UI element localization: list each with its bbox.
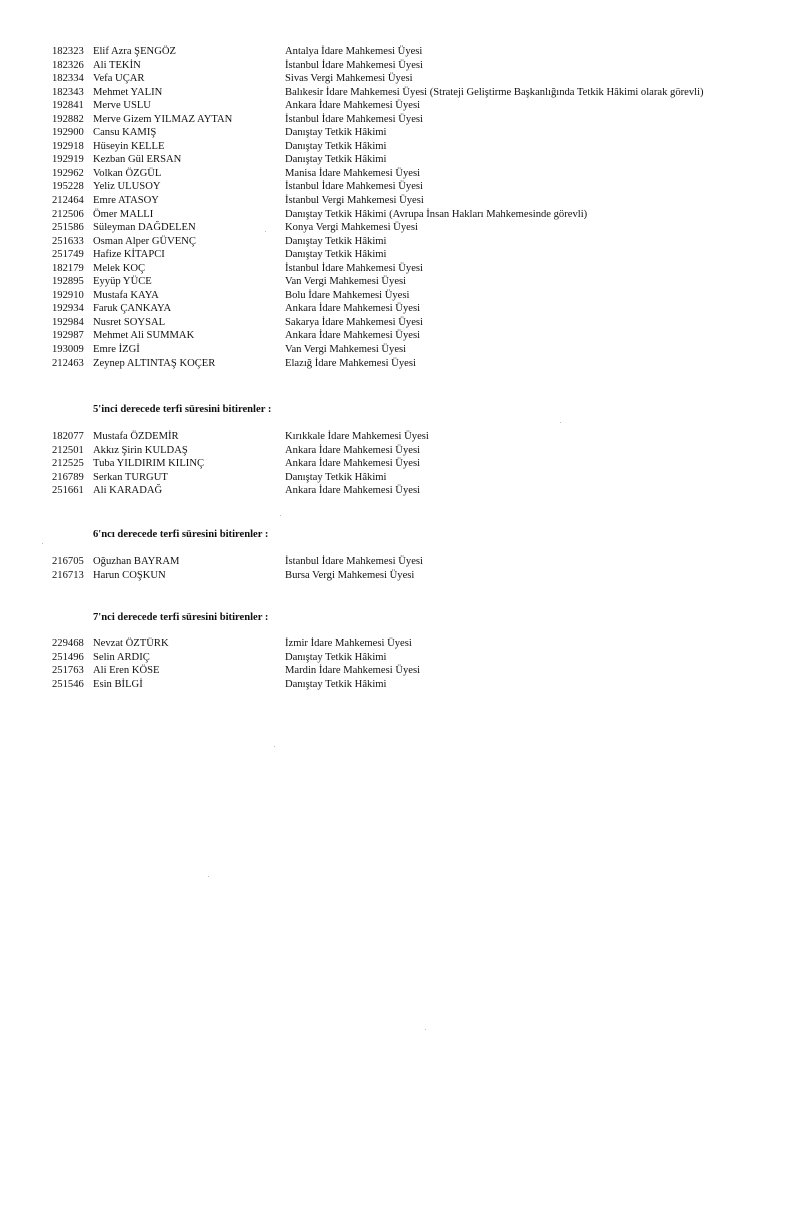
sicil-number: 192918 xyxy=(52,140,84,152)
person-name: Oğuzhan BAYRAM xyxy=(93,556,180,567)
sicil-number: 182179 xyxy=(52,262,84,274)
list-item xyxy=(0,664,798,678)
position-title: İstanbul İdare Mahkemesi Üyesi xyxy=(285,262,423,274)
list-item xyxy=(0,357,798,371)
person-name: Merve USLU xyxy=(93,100,151,112)
person-name: Emre ATASOY xyxy=(93,195,159,207)
person-name: Mustafa KAYA xyxy=(93,289,159,301)
list-item xyxy=(0,59,798,73)
position-title: İstanbul İdare Mahkemesi Üyesi xyxy=(285,181,423,193)
person-name: Ömer MALLI xyxy=(93,208,154,220)
list-item xyxy=(0,153,798,167)
sicil-number: 251749 xyxy=(52,249,84,261)
sicil-number: 216713 xyxy=(52,569,84,581)
list-item xyxy=(0,167,798,181)
person-name: Selin ARDIÇ xyxy=(93,651,150,663)
sicil-number: 182343 xyxy=(52,86,84,98)
sicil-number: 216789 xyxy=(52,471,84,483)
person-name: Esin BİLGİ xyxy=(93,678,143,690)
list-block-7 xyxy=(0,637,798,691)
list-item xyxy=(0,343,798,357)
list-item xyxy=(0,262,798,276)
position-title: Danıştay Tetkik Hâkimi xyxy=(285,678,387,690)
person-name: Ali KARADAĞ xyxy=(93,485,163,497)
list-item xyxy=(0,569,798,583)
person-name: Osman Alper GÜVENÇ xyxy=(93,235,196,247)
position-title: Bursa Vergi Mahkemesi Üyesi xyxy=(285,569,415,581)
list-item xyxy=(0,316,798,330)
sicil-number: 182077 xyxy=(52,431,84,442)
sicil-number: 251763 xyxy=(52,665,84,677)
list-item xyxy=(0,289,798,303)
person-name: Süleyman DAĞDELEN xyxy=(93,222,196,234)
sicil-number: 192934 xyxy=(52,303,84,315)
sicil-number: 251586 xyxy=(52,222,84,234)
list-block-6 xyxy=(0,555,798,582)
position-title: Danıştay Tetkik Hâkimi xyxy=(285,471,387,483)
list-block-main xyxy=(0,45,798,370)
sicil-number: 195228 xyxy=(52,181,84,193)
sicil-number: 212463 xyxy=(52,357,84,369)
sicil-number: 251546 xyxy=(52,678,84,690)
position-title: Ankara İdare Mahkemesi Üyesi xyxy=(285,444,421,456)
position-title: Elazığ İdare Mahkemesi Üyesi xyxy=(285,357,416,369)
scan-speck xyxy=(42,543,43,544)
person-name: Harun COŞKUN xyxy=(93,569,166,581)
position-title: Antalya İdare Mahkemesi Üyesi xyxy=(285,46,423,57)
list-item xyxy=(0,457,798,471)
list-item xyxy=(0,45,798,59)
list-item xyxy=(0,194,798,208)
sicil-number: 212506 xyxy=(52,208,84,220)
section-heading-5: 5'inci derecede terfi süresini bitirenler : xyxy=(93,404,272,415)
scan-speck xyxy=(265,231,266,232)
list-item xyxy=(0,221,798,235)
sicil-number: 192882 xyxy=(52,113,84,125)
person-name: Hüseyin KELLE xyxy=(93,140,165,152)
sicil-number: 192910 xyxy=(52,289,84,301)
list-item xyxy=(0,208,798,222)
sicil-number: 229468 xyxy=(52,638,84,649)
person-name: Nevzat ÖZTÜRK xyxy=(93,638,169,649)
sicil-number: 192841 xyxy=(52,100,84,112)
scan-speck xyxy=(274,746,275,747)
section-heading-6: 6'ncı derecede terfi süresini bitirenler : xyxy=(93,529,269,540)
list-item xyxy=(0,471,798,485)
position-title: Van Vergi Mahkemesi Üyesi xyxy=(285,344,407,356)
position-title: Van Vergi Mahkemesi Üyesi xyxy=(285,276,407,288)
person-name: Cansu KAMIŞ xyxy=(93,127,157,139)
sicil-number: 192919 xyxy=(52,154,84,166)
person-name: Mustafa ÖZDEMİR xyxy=(93,431,179,442)
list-item xyxy=(0,275,798,289)
person-name: Merve Gizem YILMAZ AYTAN xyxy=(93,113,233,125)
position-title: İzmir İdare Mahkemesi Üyesi xyxy=(285,638,412,649)
list-item xyxy=(0,99,798,113)
sicil-number: 192984 xyxy=(52,316,84,328)
position-title: Balıkesir İdare Mahkemesi Üyesi (Strateji Geliştirme Başkanlığında Tetkik Hâkimi olarak görevli) xyxy=(285,86,704,98)
position-title: Mardin İdare Mahkemesi Üyesi xyxy=(285,665,421,677)
list-item xyxy=(0,555,798,569)
position-title: Kırıkkale İdare Mahkemesi Üyesi xyxy=(285,431,429,442)
sicil-number: 192962 xyxy=(52,167,84,179)
sicil-number: 182334 xyxy=(52,73,84,85)
sicil-number: 251496 xyxy=(52,651,84,663)
position-title: İstanbul İdare Mahkemesi Üyesi xyxy=(285,113,423,125)
sicil-number: 212525 xyxy=(52,458,84,470)
list-item xyxy=(0,113,798,127)
position-title: Ankara İdare Mahkemesi Üyesi xyxy=(285,485,421,497)
list-item xyxy=(0,140,798,154)
sicil-number: 212501 xyxy=(52,444,84,456)
list-item xyxy=(0,180,798,194)
position-title: Danıştay Tetkik Hâkimi xyxy=(285,140,387,152)
position-title: Danıştay Tetkik Hâkimi xyxy=(285,249,387,261)
position-title: Danıştay Tetkik Hâkimi xyxy=(285,651,387,663)
position-title: Ankara İdare Mahkemesi Üyesi xyxy=(285,303,421,315)
sicil-number: 192895 xyxy=(52,276,84,288)
list-item xyxy=(0,484,798,498)
position-title: Sivas Vergi Mahkemesi Üyesi xyxy=(285,73,413,85)
person-name: Elif Azra ŞENGÖZ xyxy=(93,46,176,57)
list-item xyxy=(0,235,798,249)
person-name: Eyyüp YÜCE xyxy=(93,276,152,288)
position-title: Danıştay Tetkik Hâkimi xyxy=(285,127,387,139)
sicil-number: 212464 xyxy=(52,195,84,207)
sicil-number: 216705 xyxy=(52,556,84,567)
list-item xyxy=(0,302,798,316)
sicil-number: 182326 xyxy=(52,59,84,71)
sicil-number: 251661 xyxy=(52,485,84,497)
person-name: Zeynep ALTINTAŞ KOÇER xyxy=(93,357,216,369)
person-name: Yeliz ULUSOY xyxy=(93,181,161,193)
position-title: Ankara İdare Mahkemesi Üyesi xyxy=(285,100,421,112)
position-title: Bolu İdare Mahkemesi Üyesi xyxy=(285,289,410,301)
position-title: Manisa İdare Mahkemesi Üyesi xyxy=(285,167,421,179)
position-title: Danıştay Tetkik Hâkimi xyxy=(285,154,387,166)
sicil-number: 192987 xyxy=(52,330,84,342)
sicil-number: 182323 xyxy=(52,46,84,57)
position-title: Danıştay Tetkik Hâkimi xyxy=(285,235,387,247)
scan-speck xyxy=(425,1029,426,1030)
list-item xyxy=(0,444,798,458)
position-title: İstanbul İdare Mahkemesi Üyesi xyxy=(285,59,423,71)
person-name: Vefa UÇAR xyxy=(93,73,145,85)
person-name: Nusret SOYSAL xyxy=(93,316,166,328)
person-name: Kezban Gül ERSAN xyxy=(93,154,182,166)
position-title: İstanbul Vergi Mahkemesi Üyesi xyxy=(285,195,424,207)
person-name: Ali TEKİN xyxy=(93,59,141,71)
list-item xyxy=(0,430,798,444)
list-item xyxy=(0,72,798,86)
sicil-number: 192900 xyxy=(52,127,84,139)
list-block-5 xyxy=(0,430,798,498)
person-name: Serkan TURGUT xyxy=(93,471,168,483)
sicil-number: 251633 xyxy=(52,235,84,247)
person-name: Hafize KİTAPCI xyxy=(93,249,165,261)
scan-speck xyxy=(208,876,209,877)
person-name: Ali Eren KÖSE xyxy=(93,665,160,677)
position-title: Sakarya İdare Mahkemesi Üyesi xyxy=(285,316,423,328)
person-name: Volkan ÖZGÜL xyxy=(93,167,162,179)
position-title: Danıştay Tetkik Hâkimi (Avrupa İnsan Hakları Mahkemesinde görevli) xyxy=(285,208,588,220)
person-name: Mehmet YALIN xyxy=(93,86,163,98)
person-name: Melek KOÇ xyxy=(93,262,146,274)
person-name: Mehmet Ali SUMMAK xyxy=(93,330,195,342)
section-heading-7: 7'nci derecede terfi süresini bitirenler : xyxy=(93,612,269,623)
position-title: Ankara İdare Mahkemesi Üyesi xyxy=(285,330,421,342)
position-title: Konya Vergi Mahkemesi Üyesi xyxy=(285,222,418,234)
position-title: İstanbul İdare Mahkemesi Üyesi xyxy=(285,556,423,567)
person-name: Emre İZGİ xyxy=(93,344,140,356)
list-item xyxy=(0,86,798,100)
list-item xyxy=(0,248,798,262)
scan-speck xyxy=(560,422,561,423)
list-item xyxy=(0,651,798,665)
person-name: Tuba YILDIRIM KILINÇ xyxy=(93,458,205,470)
sicil-number: 193009 xyxy=(52,344,84,356)
list-item xyxy=(0,678,798,692)
scan-speck xyxy=(280,515,281,516)
list-item xyxy=(0,329,798,343)
list-item xyxy=(0,126,798,140)
list-item xyxy=(0,637,798,651)
position-title: Ankara İdare Mahkemesi Üyesi xyxy=(285,458,421,470)
person-name: Akkız Şirin KULDAŞ xyxy=(93,444,188,456)
person-name: Faruk ÇANKAYA xyxy=(93,303,172,315)
